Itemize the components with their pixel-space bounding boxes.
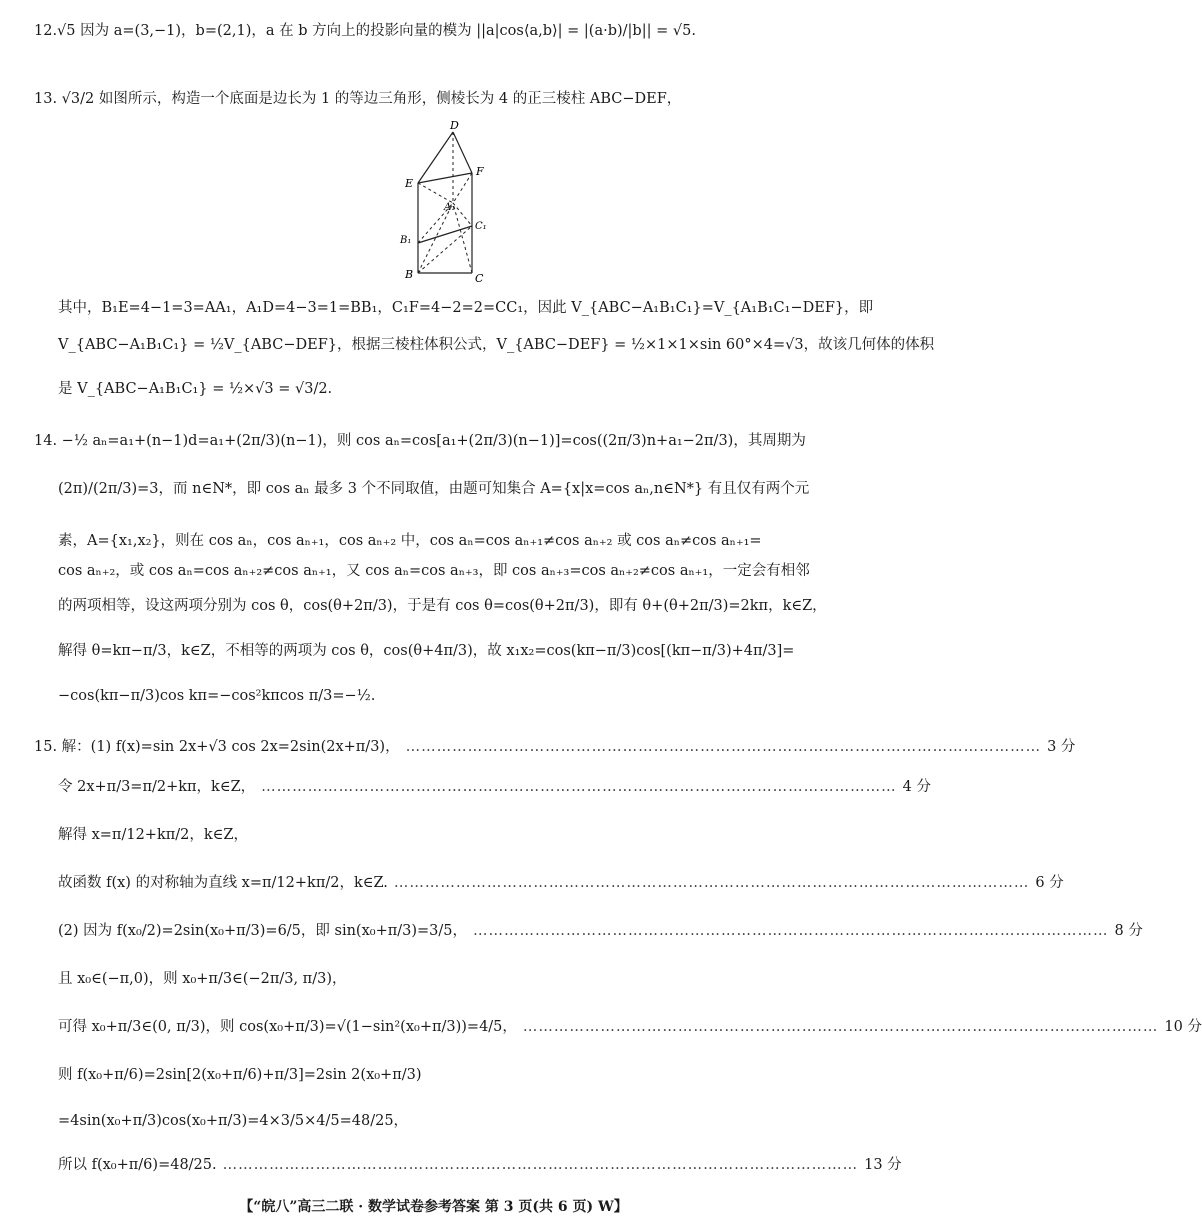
score-4: 4 分	[902, 779, 931, 795]
prism-figure	[400, 118, 500, 288]
q12-answer: 12.√5 因为 a=(3,−1)，b=(2,1)，a 在 b 方向上的投影向量的模为 ||a|cos⟨a,b⟩| = |(a·b)/|b|| = √5.	[34, 23, 696, 39]
q15-line1-text: 15. 解：(1) f(x)=sin 2x+√3 cos 2x=2sin(2x+π/3)，	[34, 739, 400, 755]
q13-line4: 是 V_{ABC−A₁B₁C₁} = ½×√3 = √3/2.	[58, 381, 333, 397]
q14-line7: −cos(kπ−π/3)cos kπ=−cos²kπcos π/3=−½.	[58, 688, 376, 704]
q14-line1: 14. −½ aₙ=a₁+(n−1)d=a₁+(2π/3)(n−1)，则 cos aₙ=cos[a₁+(2π/3)(n−1)]=cos((2π/3)n+a₁−2π/3)，其周期为	[34, 433, 806, 449]
q15-line3: 解得 x=π/12+kπ/2，k∈Z，	[58, 827, 248, 843]
q15-line2-text: 令 2x+π/3=π/2+kπ，k∈Z，	[58, 779, 256, 795]
q15-line10-text: 所以 f(x₀+π/6)=48/25.	[58, 1157, 217, 1173]
label-A1: A₁	[444, 202, 456, 213]
q15-line7	[58, 1016, 1202, 1038]
label-C: C	[475, 272, 484, 285]
label-B: B	[405, 268, 414, 281]
q15-line1	[34, 736, 1076, 758]
score-8: 8 分	[1114, 923, 1143, 939]
q15-line7-text: 可得 x₀+π/3∈(0, π/3)，则 cos(x₀+π/3)=√(1−sin²(x₀+π/3))=4/5，	[58, 1019, 517, 1035]
q14-line6: 解得 θ=kπ−π/3，k∈Z，不相等的两项为 cos θ，cos(θ+4π/3)，故 x₁x₂=cos(kπ−π/3)cos[(kπ−π/3)+4π/3]=	[58, 643, 795, 659]
q15-line8: 则 f(x₀+π/6)=2sin[2(x₀+π/6)+π/3]=2sin 2(x₀+π/3)	[58, 1067, 422, 1083]
leader-dots: ……………………………………………………………………………………………………………	[405, 739, 1042, 755]
label-C1: C₁	[475, 221, 487, 232]
q15-line9: =4sin(x₀+π/3)cos(x₀+π/3)=4×3/5×4/5=48/25，	[58, 1113, 409, 1129]
page-footer: 【“皖八”高三二联 · 数学试卷参考答案 第 3 页(共 6 页) W】	[239, 1199, 628, 1215]
score-3: 3 分	[1047, 739, 1076, 755]
score-6: 6 分	[1035, 875, 1064, 891]
q15-line4	[58, 872, 1064, 894]
leader-dots: ……………………………………………………………………………………………………………	[473, 923, 1109, 939]
q13-line1: 13. √3/2 如图所示，构造一个底面是边长为 1 的等边三角形，侧棱长为 4 的正三棱柱 ABC−DEF，	[34, 91, 682, 107]
leader-dots: ……………………………………………………………………………………………………………	[522, 1019, 1159, 1035]
q14-line3: 素，A={x₁,x₂}，则在 cos aₙ，cos aₙ₊₁，cos aₙ₊₂ 中，cos aₙ=cos aₙ₊₁≠cos aₙ₊₂ 或 cos aₙ≠cos aₙ₊₁=	[58, 533, 762, 549]
label-D: D	[450, 119, 459, 132]
q14-line5: 的两项相等，设这两项分别为 cos θ，cos(θ+2π/3)，于是有 cos θ=cos(θ+2π/3)，即有 θ+(θ+2π/3)=2kπ，k∈Z，	[58, 598, 827, 614]
label-B1: B₁	[400, 235, 412, 246]
leader-dots: ……………………………………………………………………………………………………………	[222, 1157, 859, 1173]
q15-line5	[58, 920, 1143, 942]
q15-line4-text: 故函数 f(x) 的对称轴为直线 x=π/12+kπ/2，k∈Z.	[58, 875, 388, 891]
score-13: 13 分	[864, 1157, 902, 1173]
q13-line3: V_{ABC−A₁B₁C₁} = ½V_{ABC−DEF}，根据三棱柱体积公式，V_{ABC−DEF} = ½×1×1×sin 60°×4=√3，故该几何体的体积	[58, 337, 935, 353]
q14-line2: (2π)/(2π/3)=3，而 n∈N*，即 cos aₙ 最多 3 个不同取值，由题可知集合 A={x|x=cos aₙ,n∈N*} 有且仅有两个元	[58, 481, 810, 497]
q15-line5-text: (2) 因为 f(x₀/2)=2sin(x₀+π/3)=6/5，即 sin(x₀+π/3)=3/5，	[58, 923, 468, 939]
q14-line4: cos aₙ₊₂，或 cos aₙ=cos aₙ₊₂≠cos aₙ₊₁，又 cos aₙ=cos aₙ₊₃，即 cos aₙ₊₃=cos aₙ₊₂≠cos aₙ₊₁，一定会有相邻	[58, 563, 810, 579]
leader-dots: ……………………………………………………………………………………………………………	[261, 779, 897, 795]
q15-line10	[58, 1154, 902, 1176]
label-E: E	[405, 177, 414, 190]
label-F: F	[476, 165, 484, 178]
leader-dots: ……………………………………………………………………………………………………………	[393, 875, 1030, 891]
q13-line2: 其中，B₁E=4−1=3=AA₁，A₁D=4−3=1=BB₁，C₁F=4−2=2=CC₁，因此 V_{ABC−A₁B₁C₁}=V_{A₁B₁C₁−DEF}，即	[58, 300, 874, 316]
score-10: 10 分	[1164, 1019, 1202, 1035]
q15-line2	[58, 776, 931, 798]
q15-line6: 且 x₀∈(−π,0)，则 x₀+π/3∈(−2π/3, π/3)，	[58, 971, 347, 987]
